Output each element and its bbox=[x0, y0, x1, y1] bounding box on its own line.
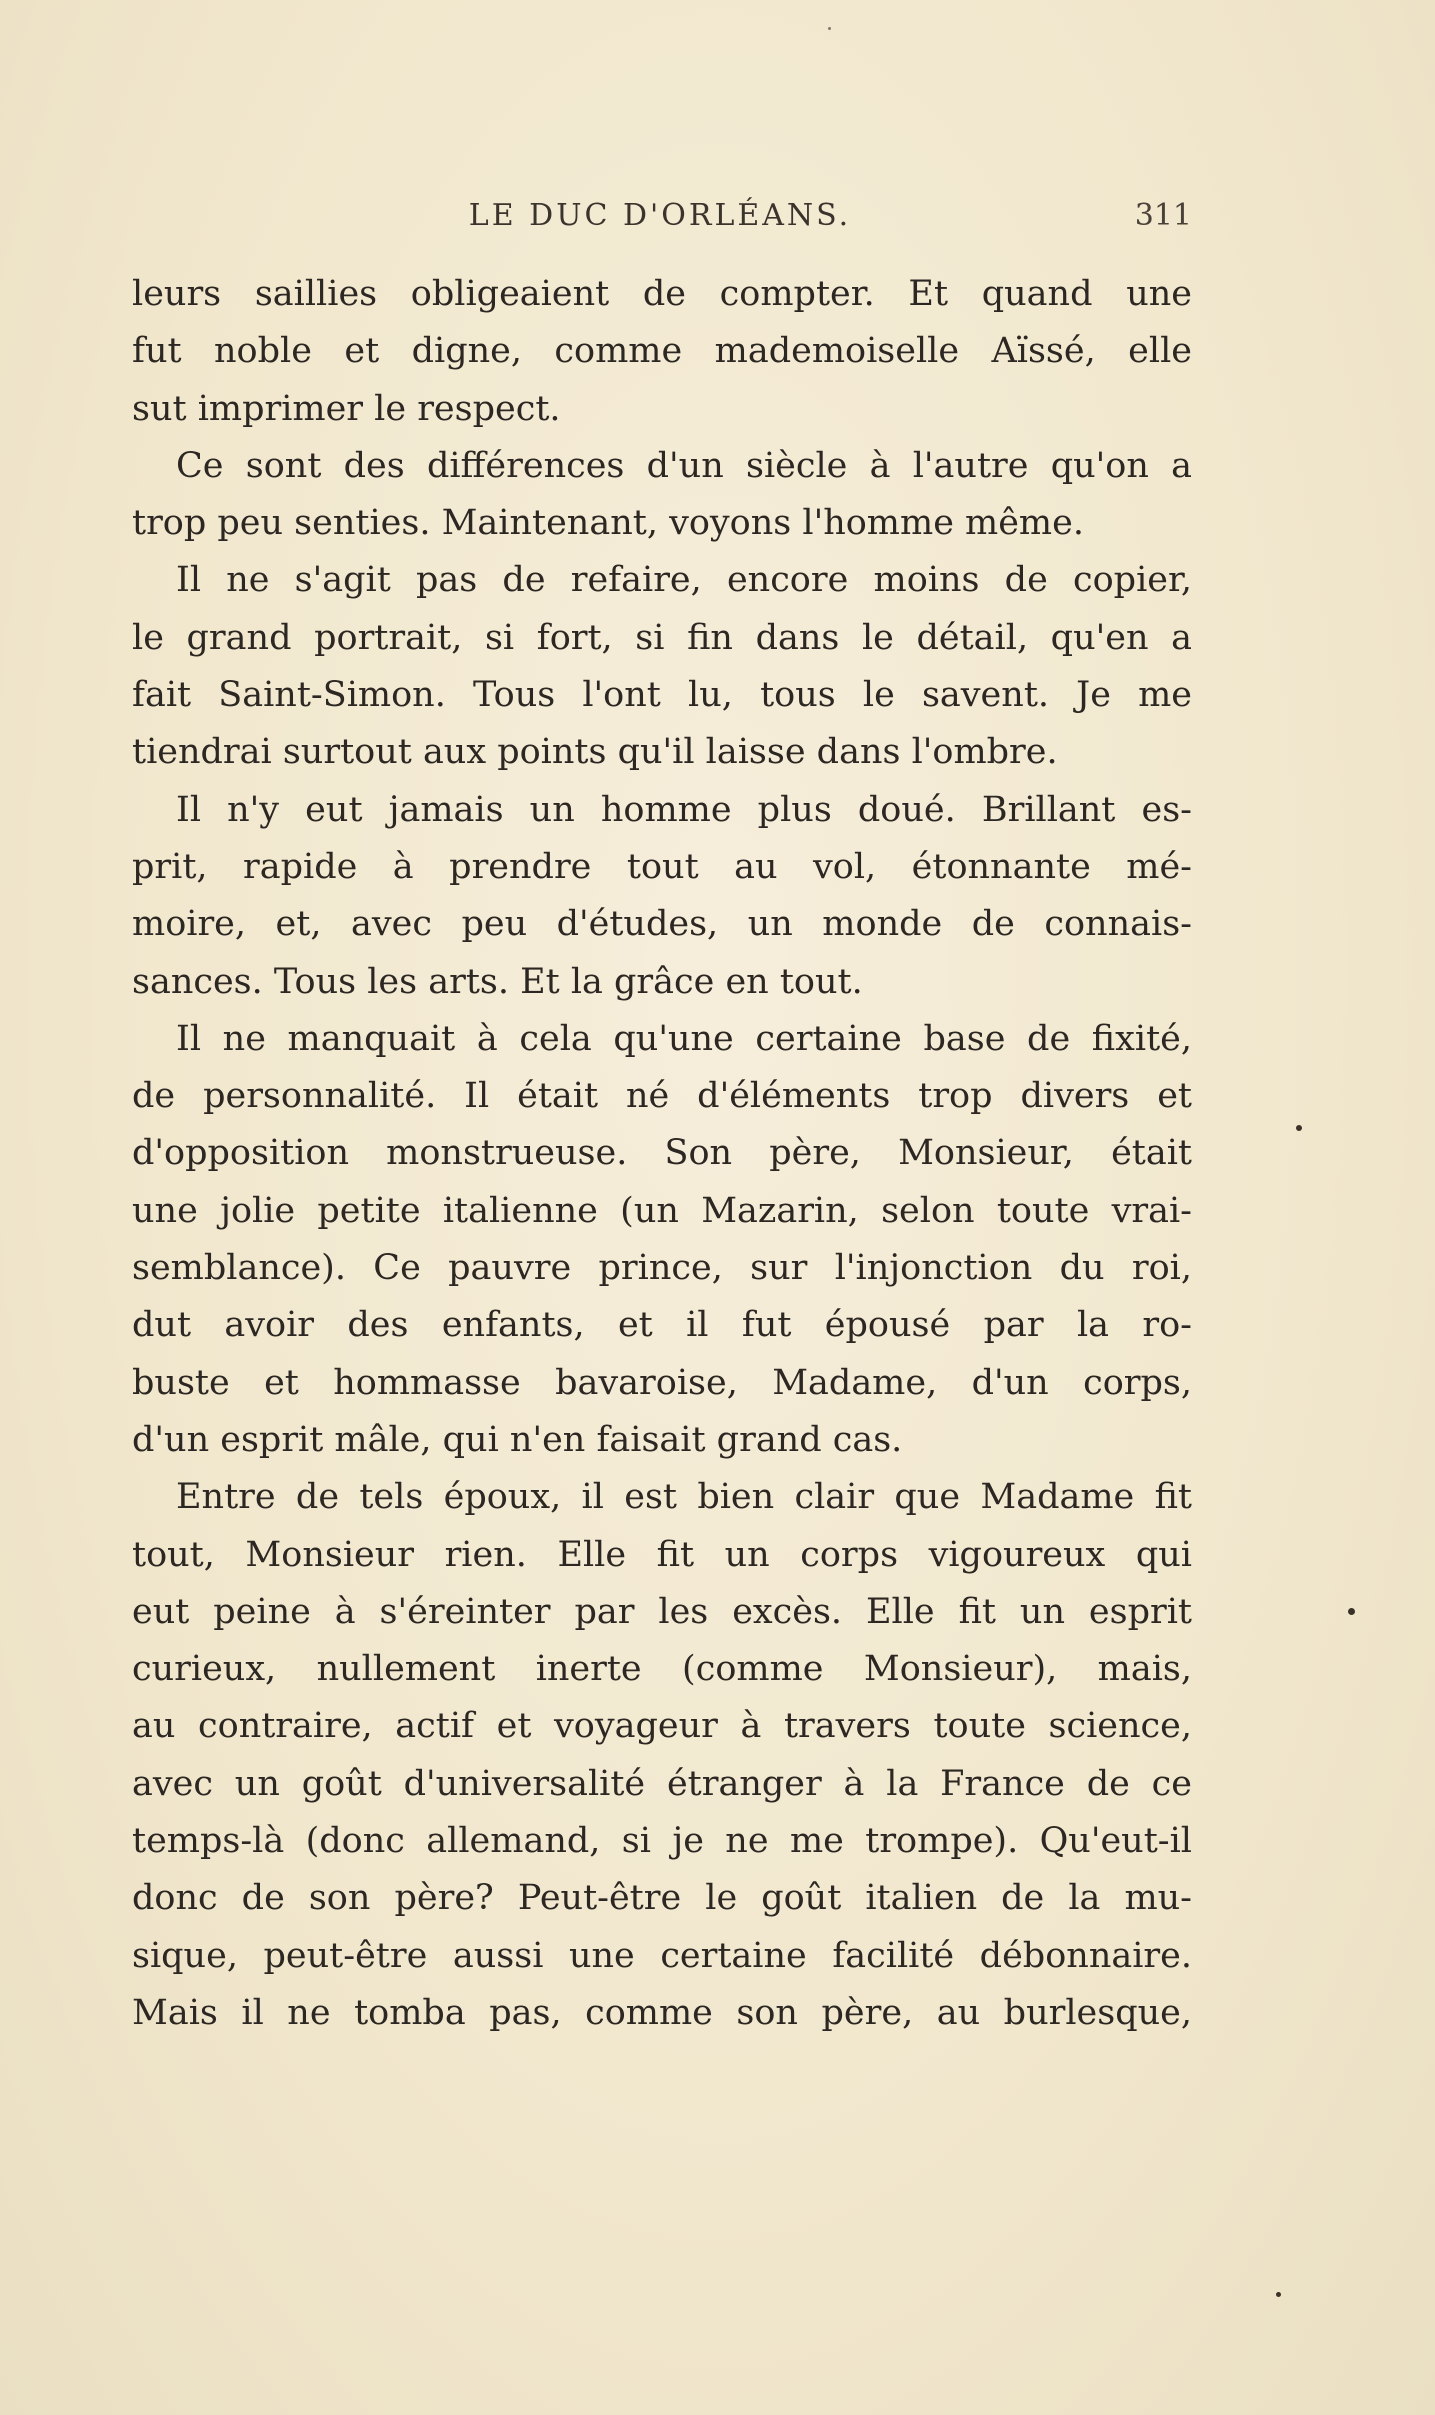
text-line: dut avoir des enfants, et il fut épousé par la ro- bbox=[132, 1305, 1192, 1346]
text-line: sut imprimer le respect. bbox=[132, 388, 561, 429]
text-line: moire, et, avec peu d'études, un monde de connais- bbox=[132, 904, 1192, 945]
text-line: fait Saint-Simon. Tous l'ont lu, tous le savent. Je me bbox=[132, 675, 1192, 716]
text-line: donc de son père? Peut-être le goût italien de la mu- bbox=[132, 1878, 1192, 1919]
text-line: de personnalité. Il était né d'éléments trop divers et bbox=[132, 1076, 1192, 1117]
text-line: avec un goût d'universalité étranger à la France de ce bbox=[132, 1763, 1192, 1804]
text-line: prit, rapide à prendre tout au vol, étonnante mé- bbox=[132, 846, 1192, 887]
ink-speck bbox=[1276, 2292, 1281, 2297]
text-line: leurs saillies obligeaient de compter. Et quand une bbox=[132, 274, 1192, 314]
text-line: le grand portrait, si fort, si fin dans le détail, qu'en a bbox=[132, 617, 1192, 658]
ink-speck bbox=[828, 27, 831, 30]
running-title: LE DUC D'ORLÉANS. bbox=[468, 198, 852, 233]
text-line: temps-là (donc allemand, si je ne me trompe). Qu'eut-il bbox=[132, 1821, 1192, 1862]
ink-speck bbox=[1348, 1608, 1355, 1615]
text-line: sique, peut-être aussi une certaine facilité débonnaire. bbox=[132, 1935, 1192, 1976]
text-line: Ce sont des différences d'un siècle à l'autre qu'on a bbox=[176, 445, 1192, 486]
page-number: 311 bbox=[1134, 198, 1192, 233]
text-line: buste et hommasse bavaroise, Madame, d'un corps, bbox=[132, 1362, 1192, 1403]
text-line: eut peine à s'éreinter par les excès. Elle fit un esprit bbox=[132, 1591, 1192, 1632]
text-line: Il ne manquait à cela qu'une certaine base de fixité, bbox=[176, 1018, 1192, 1059]
text-line: semblance). Ce pauvre prince, sur l'injonction du roi, bbox=[132, 1248, 1192, 1289]
text-line: tout, Monsieur rien. Elle fit un corps vigoureux qui bbox=[132, 1534, 1192, 1575]
text-line: trop peu senties. Maintenant, voyons l'homme même. bbox=[132, 503, 1084, 544]
text-line: curieux, nullement inerte (comme Monsieur), mais, bbox=[132, 1649, 1192, 1690]
text-line: Il n'y eut jamais un homme plus doué. Brillant es- bbox=[176, 789, 1192, 830]
text-line: une jolie petite italienne (un Mazarin, selon toute vrai- bbox=[132, 1190, 1192, 1231]
text-line: Il ne s'agit pas de refaire, encore moins de copier, bbox=[176, 560, 1192, 601]
ink-speck bbox=[1296, 1125, 1302, 1131]
text-line: d'opposition monstrueuse. Son père, Monsieur, était bbox=[132, 1133, 1192, 1174]
running-header bbox=[130, 198, 1190, 246]
text-line: d'un esprit mâle, qui n'en faisait grand cas. bbox=[132, 1419, 903, 1460]
text-line: Mais il ne tomba pas, comme son père, au burlesque, bbox=[132, 1992, 1192, 2033]
text-line: fut noble et digne, comme mademoiselle Aïssé, elle bbox=[132, 331, 1192, 372]
text-line: tiendrai surtout aux points qu'il laisse dans l'ombre. bbox=[132, 732, 1058, 773]
text-line: sances. Tous les arts. Et la grâce en tout. bbox=[132, 961, 863, 1002]
text-line: Entre de tels époux, il est bien clair que Madame fit bbox=[176, 1477, 1192, 1518]
body-text bbox=[132, 266, 1192, 2042]
text-line: au contraire, actif et voyageur à travers toute science, bbox=[132, 1706, 1192, 1747]
